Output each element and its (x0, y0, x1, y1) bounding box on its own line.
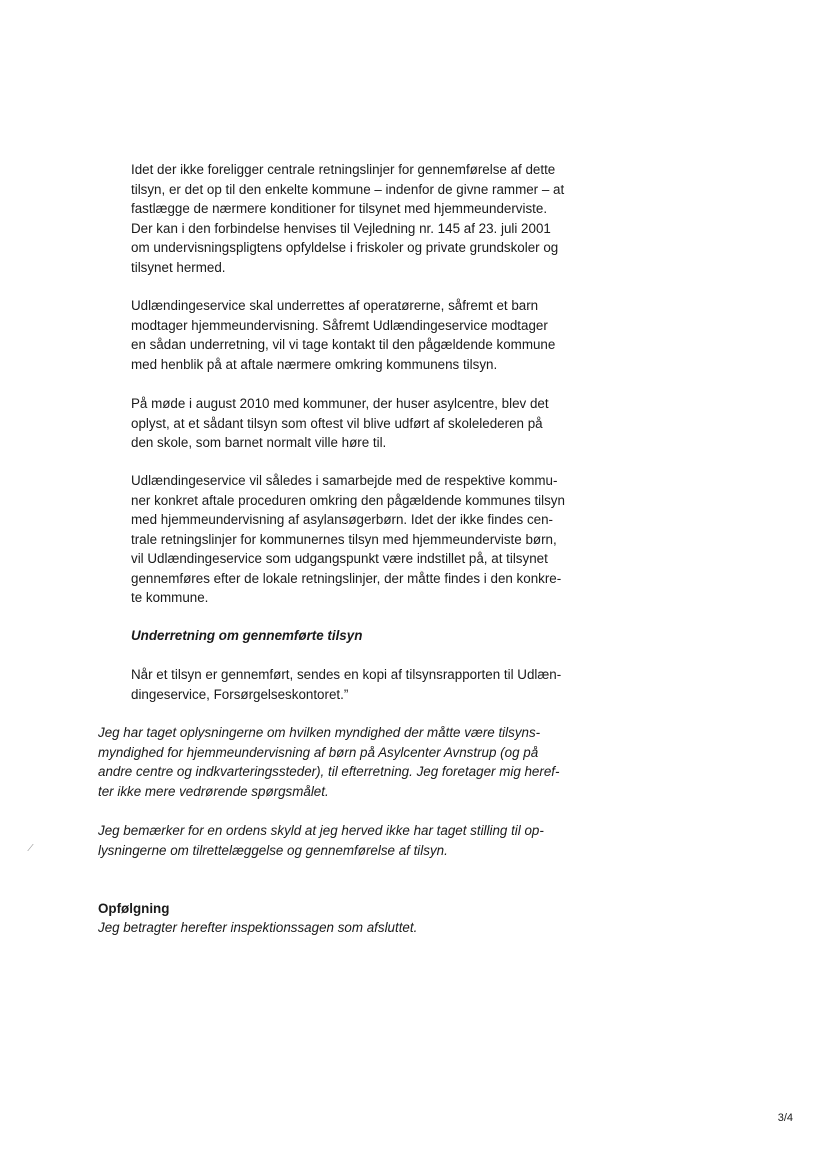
text-line: Jeg betragter herefter inspektionssagen som afsluttet. (98, 920, 418, 935)
text-line: ter ikke mere vedrørende spørgsmålet. (98, 783, 329, 799)
text-line: den skole, som barnet normalt ville høre til. (131, 435, 387, 450)
quote-subheading (131, 626, 362, 646)
text-line: oplyst, at et sådant tilsyn som oftest vil blive udført af skolelederen på (131, 415, 543, 431)
subheading-text: Underretning om gennemførte tilsyn (131, 628, 363, 643)
followup-text (98, 918, 417, 938)
followup-heading (98, 899, 169, 919)
text-line: Idet der ikke foreligger centrale retningslinjer for gennemførelse af dette (131, 162, 556, 177)
text-line: te kommune. (131, 590, 209, 605)
text-line: dingeservice, Forsørgelseskontoret.” (131, 686, 349, 702)
remark-paragraph-2 (98, 821, 544, 860)
quote-closing-paragraph (131, 665, 561, 704)
text-line: myndighed for hjemmeundervisning af børn på Asylcenter Avnstrup (og på (98, 744, 539, 760)
text-line: Når et tilsyn er gennemført, sendes en kopi af tilsynsrapporten til Udlæn- (131, 667, 562, 682)
page-number: 3/4 (777, 1112, 793, 1124)
quote-paragraph-3 (131, 394, 549, 453)
quote-paragraph-1 (131, 160, 564, 277)
text-line: tilsynet hermed. (131, 259, 226, 275)
text-line: På møde i august 2010 med kommuner, der huser asylcentre, blev det (131, 396, 549, 411)
text-line: ner konkret aftale proceduren omkring den pågældende kommunes tilsyn (131, 492, 565, 508)
text-line: med hjemmeundervisning af asylansøgerbørn. Idet der ikke findes cen- (131, 512, 554, 527)
heading-text: Opfølgning (98, 901, 170, 916)
text-line: om undervisningspligtens opfyldelse i friskoler og private grundskoler og (131, 240, 559, 255)
text-line: fastlægge de nærmere konditioner for tilsynet med hjemmeunderviste. (131, 201, 548, 216)
text-line: Jeg har taget oplysningerne om hvilken myndighed der måtte være tilsyns- (98, 725, 541, 740)
text-line: en sådan underretning, vil vi tage kontakt til den pågældende kommune (131, 337, 556, 352)
text-line: Udlændingeservice skal underrettes af operatørerne, såfremt et barn (131, 298, 539, 313)
remark-paragraph-1 (98, 723, 559, 801)
text-line: tilsyn, er det op til den enkelte kommune – indenfor de givne rammer – at (131, 181, 565, 197)
text-line: Jeg bemærker for en ordens skyld at jeg herved ikke har taget stilling til op- (98, 823, 544, 838)
scan-mark: ⁄ (30, 843, 32, 854)
text-line: Udlændingeservice vil således i samarbejde med de respektive kommu- (131, 473, 558, 488)
text-line: andre centre og indkvarteringssteder), til efterretning. Jeg foretager mig heref- (98, 764, 560, 779)
quote-paragraph-4 (131, 471, 565, 608)
text-line: lysningerne om tilrettelæggelse og gennemførelse af tilsyn. (98, 842, 448, 858)
text-line: trale retningslinjer for kommunernes tilsyn med hjemmeunderviste børn, (131, 531, 557, 547)
text-line: med henblik på at aftale nærmere omkring kommunens tilsyn. (131, 356, 498, 372)
text-line: Der kan i den forbindelse henvises til Vejledning nr. 145 af 23. juli 2001 (131, 220, 551, 236)
text-line: modtager hjemmeundervisning. Såfremt Udlændingeservice modtager (131, 317, 548, 333)
quote-paragraph-2 (131, 296, 555, 374)
text-line: vil Udlændingeservice som udgangspunkt være indstillet på, at tilsynet (131, 551, 548, 566)
text-line: gennemføres efter de lokale retningslinjer, der måtte findes i den konkre- (131, 570, 562, 586)
